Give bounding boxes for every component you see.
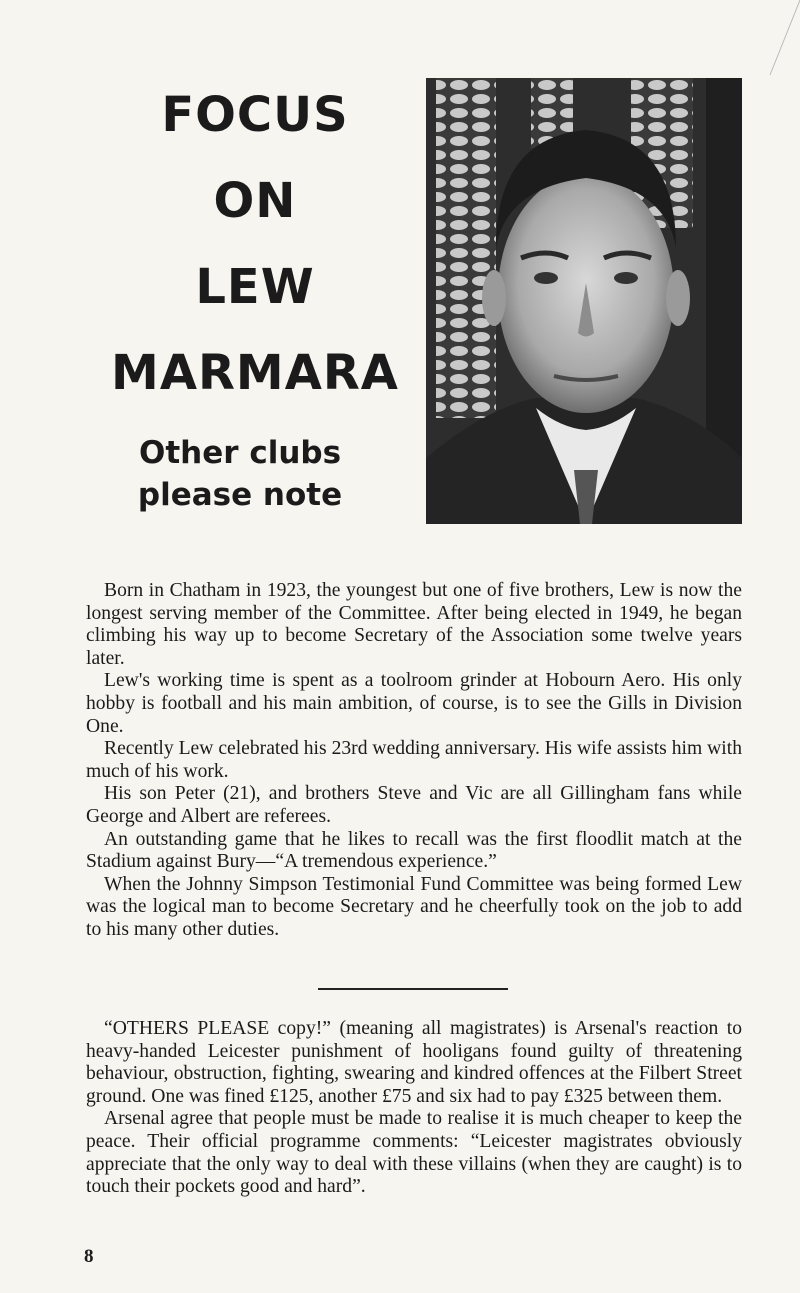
subheadline [110,432,370,516]
portrait-illustration [426,78,742,524]
headline-line: ON [213,173,297,229]
article-paragraph: When the Johnny Simpson Testimonial Fund Committee was being formed Lew was the logical man to become Secretary and he cheerfully took on the job to add to his many other duties. [86,873,742,940]
subheadline-line-1: Other clubs [138,435,342,471]
article-paragraph: “OTHERS PLEASE copy!” (meaning all magistrates) is Arsenal's reaction to heavy-handed Leicester punishment of hooligans found guilty of threatening behaviour, obstruction, fighting, swearing and kindred offences at the Filbert Street ground. One was fined £125, another £75 and six had to pay £325 between them. [86,1018,742,1107]
scan-mark-line [720,0,800,80]
article-others-please-copy [86,1018,742,1199]
page-number: 8 [84,1246,94,1267]
article-paragraph: An outstanding game that he likes to recall was the first floodlit match at the Stadium against Bury—“A tremendous experience.” [86,828,742,873]
headline-line: LEW [195,259,315,315]
article-lew-marmara [86,580,742,942]
section-divider [318,988,508,990]
article-paragraph: Arsenal agree that people must be made to realise it is much cheaper to keep the peace. Their official programme comments: “Leicester magistrates obviously appreciate that the only way to deal with these villains (when they are caught) is to touch their pockets good and hard”. [86,1108,742,1198]
headline [100,72,410,416]
headline-line: FOCUS [161,87,349,143]
portrait-photo [426,78,742,524]
subheadline-line-2: please note [137,477,343,513]
headline-line: MARMARA [111,345,399,401]
article-paragraph: His son Peter (21), and brothers Steve and Vic are all Gillingham fans while George and Albert are referees. [86,783,742,827]
article-paragraph: Recently Lew celebrated his 23rd wedding anniversary. His wife assists him with much of his work. [86,738,742,782]
article-paragraph: Born in Chatham in 1923, the youngest but one of five brothers, Lew is now the longest serving member of the Committee. After being elected in 1949, he began climbing his way up to become Secretary of the Association some twelve years later. [86,580,742,669]
article-paragraph: Lew's working time is spent as a toolroom grinder at Hobourn Aero. His only hobby is football and his main ambition, of course, is to see the Gills in Division One. [86,670,742,737]
